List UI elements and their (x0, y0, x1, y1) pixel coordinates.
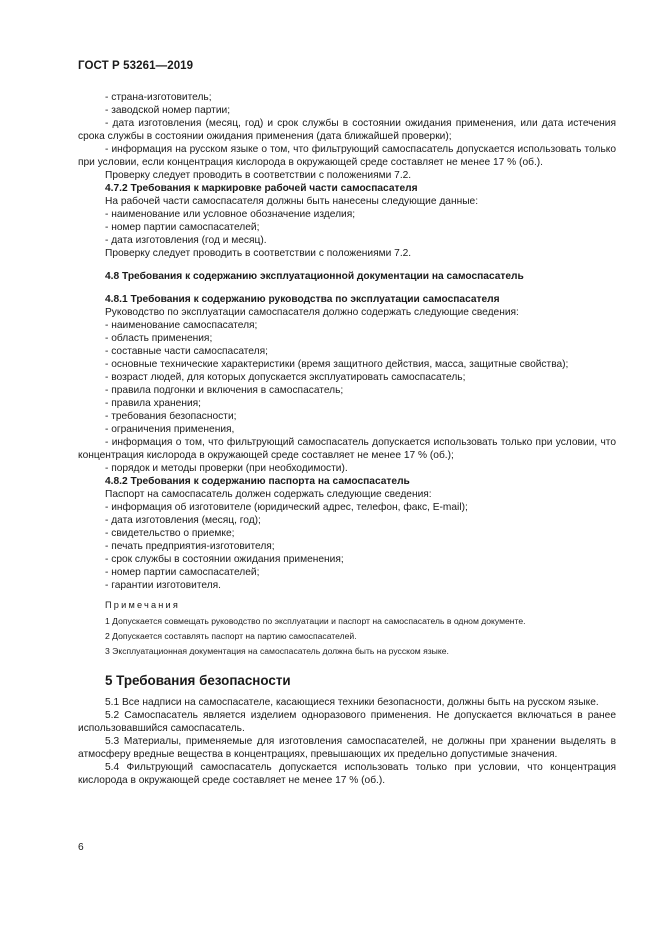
paragraph: 5.4 Фильтрующий самоспасатель допускается использовать только при условии, что концентрация кислорода в окружающей среде составляет не менее 17 % (об.). (78, 762, 616, 786)
paragraph: 5.1 Все надписи на самоспасателе, касающиеся техники безопасности, должны быть на русском языке. (105, 697, 599, 708)
paragraph: Руководство по эксплуатации самоспасателя должно содержать следующие сведения: (105, 307, 519, 318)
list-item: - информация об изготовителе (юридический адрес, телефон, факс, E-mail); (105, 502, 468, 513)
list-item: - возраст людей, для которых допускается эксплуатировать самоспасатель; (105, 372, 466, 383)
list-item: - заводской номер партии; (105, 105, 231, 116)
paragraph: Паспорт на самоспасатель должен содержать следующие сведения: (105, 489, 432, 500)
list-item: - требования безопасности; (105, 411, 237, 422)
list-item: - номер партии самоспасателей; (105, 567, 260, 578)
list-item: - основные технические характеристики (время защитного действия, масса, защитные свойства); (105, 359, 569, 370)
list-item: - номер партии самоспасателей; (105, 222, 260, 233)
standard-code-header: ГОСТ Р 53261—2019 (78, 60, 194, 72)
list-item: - информация о том, что фильтрующий самоспасатель допускается использовать только при условии, что концентрация кислорода в окружающей среде составляет не менее 17 % (об.); (78, 437, 616, 461)
list-item: - правила хранения; (105, 398, 201, 409)
list-item: - информация на русском языке о том, что фильтрующий самоспасатель допускается использовать только при условии, если концентрация кислорода в окружающей среде составляет не менее 17 % (об.). (78, 144, 616, 168)
list-item: - область применения; (105, 333, 213, 344)
paragraph: На рабочей части самоспасателя должны быть нанесены следующие данные: (105, 196, 479, 207)
paragraph: Проверку следует проводить в соответствии с положениями 7.2. (105, 248, 412, 259)
list-item: - страна-изготовитель; (105, 92, 212, 103)
notes-title: Примечания (105, 600, 181, 610)
list-item: - ограничения применения, (105, 424, 235, 435)
list-item: - дата изготовления (месяц, год); (105, 515, 261, 526)
document-body (78, 91, 616, 787)
list-item: - порядок и методы проверки (при необходимости). (105, 463, 348, 474)
list-item: - дата изготовления (месяц, год) и срок службы в состоянии ожидания применения, или дата истечения срока службы в состоянии ожидания применения (дата ближайшей проверки); (78, 118, 616, 142)
list-item: - гарантии изготовителя. (105, 580, 222, 591)
subsection-heading: 4.8.2 Требования к содержанию паспорта на самоспасатель (105, 476, 410, 487)
list-item: - наименование самоспасателя; (105, 320, 258, 331)
paragraph: 5.3 Материалы, применяемые для изготовления самоспасателей, не должны при хранении выделять в атмосферу вредные вещества в концентрациях, превышающих их предельно допустимые значения. (78, 736, 616, 760)
note-item: 1 Допускается совмещать руководство по эксплуатации и паспорт на самоспасатель в одном документе. (105, 616, 526, 626)
paragraph: 5.2 Самоспасатель является изделием одноразового применения. Не допускается включаться в ранее использовавшийся самоспасатель. (78, 710, 616, 734)
list-item: - печать предприятия-изготовителя; (105, 541, 275, 552)
list-item: - правила подгонки и включения в самоспасатель; (105, 385, 344, 396)
list-item: - составные части самоспасателя; (105, 346, 268, 357)
note-item: 2 Допускается составлять паспорт на партию самоспасателей. (105, 631, 357, 641)
subsection-heading: 4.7.2 Требования к маркировке рабочей части самоспасателя (105, 183, 418, 194)
note-item: 3 Эксплуатационная документация на самоспасатель должна быть на русском языке. (105, 646, 449, 656)
list-item: - наименование или условное обозначение изделия; (105, 209, 356, 220)
subsection-heading: 4.8.1 Требования к содержанию руководства по эксплуатации самоспасателя (105, 294, 500, 305)
list-item: - свидетельство о приемке; (105, 528, 235, 539)
section-heading: 4.8 Требования к содержанию эксплуатационной документации на самоспасатель (105, 271, 524, 282)
list-item: - дата изготовления (год и месяц). (105, 235, 267, 246)
list-item: - срок службы в состоянии ожидания применения; (105, 554, 344, 565)
paragraph: Проверку следует проводить в соответствии с положениями 7.2. (105, 170, 412, 181)
page-number: 6 (78, 842, 84, 853)
section-5-heading: 5 Требования безопасности (105, 673, 291, 688)
